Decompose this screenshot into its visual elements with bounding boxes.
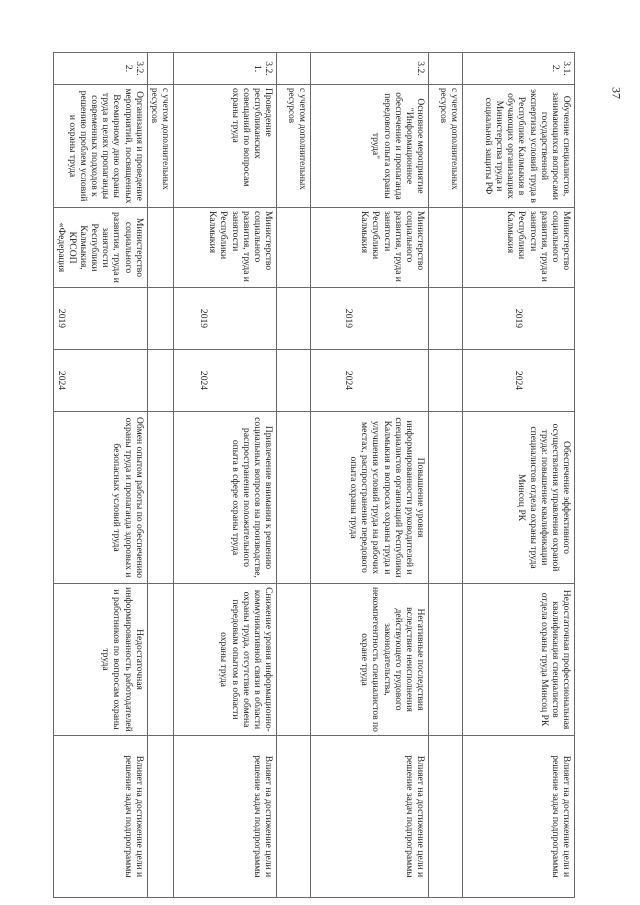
start-year: 2019 bbox=[53, 288, 147, 350]
start-year: 2019 bbox=[174, 288, 277, 350]
page-number: 37 bbox=[609, 87, 624, 99]
relation-to-indicators: Влияет на достижение цели и решение задач подпрограммы bbox=[174, 736, 277, 898]
relation-to-indicators: Влияет на достижение цели и решение задач подпрограммы bbox=[311, 736, 429, 898]
table-subrow bbox=[429, 53, 463, 898]
measure-name: Основное мероприятие "Информационное обеспечение и пропаганда передового опыта охраны труда" bbox=[311, 85, 429, 208]
non-implementation-consequences: Недостаточная профессиональная квалификация специалистов отдела охраны труда Минсоц РК bbox=[463, 584, 575, 736]
end-year: 2024 bbox=[53, 350, 147, 412]
executor: Министерство социального развития, труда и занятости Республики Калмыкия bbox=[174, 208, 277, 288]
executor: Министерство социального развития, труда и занятости Республики Калмыкия, КРСОП «Федерация bbox=[53, 208, 147, 288]
table-row bbox=[174, 53, 277, 898]
end-year: 2024 bbox=[311, 350, 429, 412]
expected-result: Привлечение внимания к решению социальных вопросов на производстве, распространение положительного опыта в сфере охраны труда bbox=[174, 412, 277, 584]
table-subrow bbox=[147, 53, 173, 898]
additional-resources-label: с учетом дополнительных ресурсов bbox=[429, 85, 463, 208]
executor: Министерство социального развития, труда и занятости Республики Калмыкия bbox=[311, 208, 429, 288]
non-implementation-consequences: Недостаточная информированность работодателей и работников по вопросам охраны труда bbox=[53, 584, 147, 736]
expected-result: Обмен опытом работы по обеспечению охраны труда и пропаганда здоровых и безопасных условий труда bbox=[53, 412, 147, 584]
measure-name: Проведение республиканских совещаний по вопросам охраны труда bbox=[174, 85, 277, 208]
row-number: 3.2. 2. bbox=[53, 53, 147, 85]
table-row bbox=[463, 53, 575, 898]
measure-name: Обучение специалистов, занимающихся вопросами государственной экспертизы условий труда в Республике Калмыкия в обучающих организациях Министерства труда и социальной защиты РФ bbox=[463, 85, 575, 208]
additional-resources-label: с учетом дополнительных ресурсов bbox=[277, 85, 311, 208]
end-year: 2024 bbox=[463, 350, 575, 412]
measure-name: Организация и проведение мероприятий, посвященных Всемирному дню охраны труда в целях пропаганды современных подходов к решению проблем условий и охраны труда bbox=[53, 85, 147, 208]
table-subrow bbox=[277, 53, 311, 898]
row-number: 3.2. bbox=[311, 53, 429, 85]
rotated-page bbox=[55, 52, 575, 897]
measures-table bbox=[53, 52, 575, 898]
non-implementation-consequences: Снижение уровня информационно-коммуникативной связи в области охраны труда, отсутствие обмена передовым опытом в области охраны труда bbox=[174, 584, 277, 736]
table-row bbox=[53, 53, 147, 898]
relation-to-indicators: Влияет на достижение цели и решение задач подпрограммы bbox=[463, 736, 575, 898]
expected-result: Повышение уровня информированности руководителей и специалистов организаций Республики Калмыкия в вопросах охраны труда и улучшения условий труда на рабочих местах, распространение передового опыта охраны труда bbox=[311, 412, 429, 584]
start-year: 2019 bbox=[463, 288, 575, 350]
executor: Министерство социального развития, труда и занятости Республики Калмыкия bbox=[463, 208, 575, 288]
row-number: 3.1. 2. bbox=[463, 53, 575, 85]
end-year: 2024 bbox=[174, 350, 277, 412]
table-row bbox=[311, 53, 429, 898]
row-number: 3.2. 1. bbox=[174, 53, 277, 85]
non-implementation-consequences: Негативные последствия вследствие неисполнения действующего трудового законодательства, некомпетентность специалистов по охране труда bbox=[311, 584, 429, 736]
start-year: 2019 bbox=[311, 288, 429, 350]
relation-to-indicators: Влияет на достижение цели и решение задач подпрограммы bbox=[53, 736, 147, 898]
additional-resources-label: с учетом дополнительных ресурсов bbox=[147, 85, 173, 208]
expected-result: Обеспечение эффективного осуществления управления охраной труда: повышение квалификации специалистов отдела охраны труда Минсоц РК bbox=[463, 412, 575, 584]
measures-table-container bbox=[55, 52, 575, 897]
